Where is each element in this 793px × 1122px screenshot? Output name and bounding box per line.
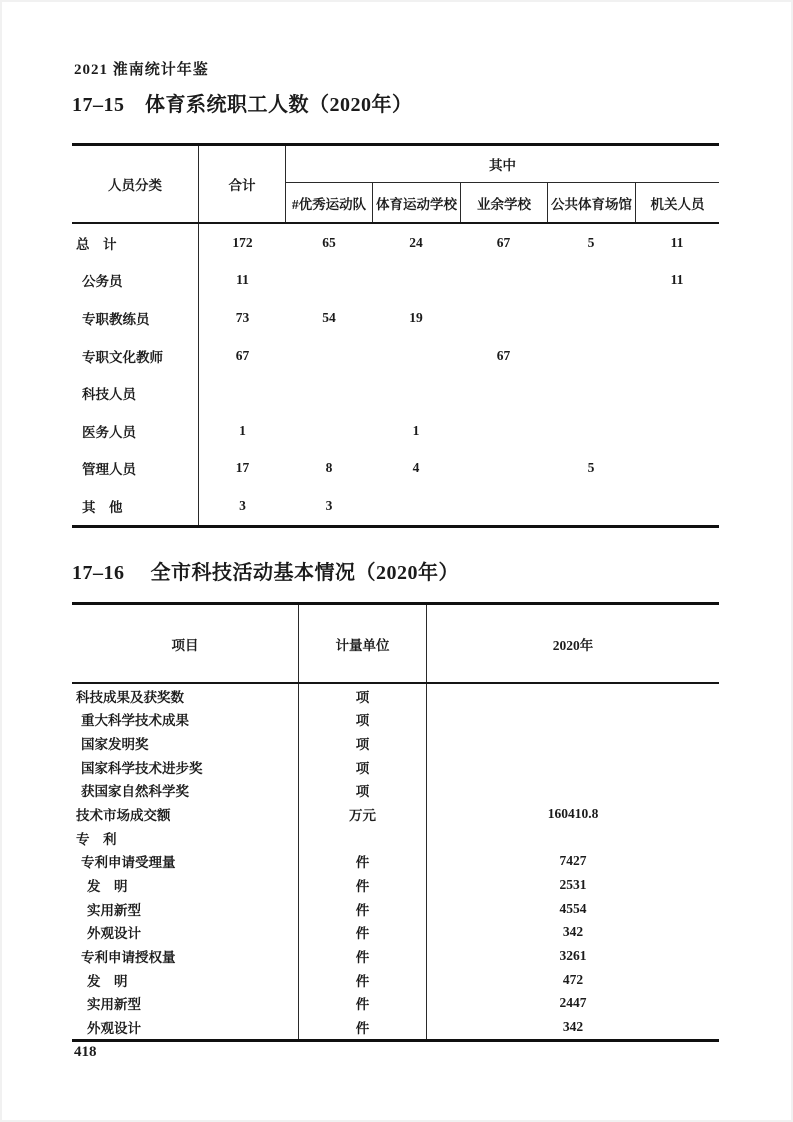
cell-value: 1 [412,422,420,438]
table-row [72,1015,719,1039]
table-row [72,731,719,755]
row-label: 实用新型 [72,992,299,1016]
table-row [72,755,719,779]
cell-unit: 项 [299,684,427,708]
cell-value: 11 [236,272,249,288]
table-row [72,826,719,850]
yearbook-title: 2021 淮南统计年鉴 [74,62,209,78]
column-header-total: 合计 [199,146,286,222]
cell-unit: 件 [299,1015,427,1039]
cell-value: 8 [325,460,333,476]
row-label: 科技人员 [72,374,199,412]
row-label: 科技成果及获奖数 [72,684,299,708]
row-label: 发 明 [72,873,299,897]
column-group-of-which [286,146,719,222]
cell-value: 67 [235,347,250,363]
cell-unit: 项 [299,755,427,779]
table-row [72,873,719,897]
row-label: 专职教练员 [72,299,199,337]
table-row [72,412,719,450]
row-label: 实用新型 [72,897,299,921]
cell-value: 11 [670,272,684,288]
row-label: 管理人员 [72,450,199,488]
cell-value: 2447 [559,995,587,1011]
cell-value: 5 [587,460,595,476]
row-label: 外观设计 [72,1015,299,1039]
row-label: 重大科学技术成果 [72,708,299,732]
cell-value: 1 [239,422,246,438]
table-sports-staff-body [72,224,719,528]
row-label: 专利申请受理量 [72,850,299,874]
row-label: 获国家自然科学奖 [72,779,299,803]
table-row [72,224,719,262]
subcolumn-header: 机关人员 [635,183,719,222]
cell-value: 4 [412,460,420,476]
row-label: 公务员 [72,262,199,300]
cell-unit: 项 [299,731,427,755]
table2-title: 17–16 全市科技活动基本情况（2020年） [72,562,459,584]
row-label: 其 他 [72,487,199,525]
table-row [72,450,719,488]
row-label: 外观设计 [72,921,299,945]
table-row [72,708,719,732]
cell-unit: 项 [299,708,427,732]
table-science-tech-body [72,684,719,1042]
cell-value: 73 [235,309,250,325]
cell-value: 342 [562,1019,584,1035]
table-row [72,968,719,992]
table-row [72,944,719,968]
row-label: 专利申请授权量 [72,944,299,968]
cell-value [427,731,719,755]
cell-value [427,708,719,732]
table-row [72,299,719,337]
column-header-unit: 计量单位 [299,605,427,682]
cell-value: 4554 [559,900,587,916]
cell-value: 172 [232,234,253,250]
column-header-personnel-category: 人员分类 [72,146,199,222]
cell-value [427,684,719,708]
cell-value: 67 [496,347,511,363]
cell-unit: 件 [299,944,427,968]
cell-value: 17 [235,460,250,476]
cell-value: 472 [562,971,584,987]
row-label: 发 明 [72,968,299,992]
cell-value: 3 [325,497,333,513]
subcolumn-header: 体育运动学校 [372,183,460,222]
table-row [72,992,719,1016]
cell-value: 65 [322,234,336,250]
cell-unit [299,826,427,850]
table-row [72,337,719,375]
cell-unit: 万元 [299,802,427,826]
cell-value: 3 [239,497,246,513]
group-header-of-which: 其中 [286,146,719,183]
cell-value: 67 [496,234,511,250]
table-sports-staff [72,143,719,528]
cell-value: 7427 [559,853,587,869]
cell-unit: 件 [299,992,427,1016]
row-label: 国家科学技术进步奖 [72,755,299,779]
cell-unit: 件 [299,921,427,945]
subcolumn-headers [286,183,719,222]
table-row [72,374,719,412]
row-label: 医务人员 [72,412,199,450]
row-label: 国家发明奖 [72,731,299,755]
page-number: 418 [74,1044,97,1060]
cell-unit: 件 [299,968,427,992]
cell-unit: 项 [299,779,427,803]
cell-unit: 件 [299,850,427,874]
subcolumn-header: 业余学校 [460,183,547,222]
cell-value: 19 [409,309,423,325]
row-label: 总 计 [72,224,199,262]
row-label: 技术市场成交额 [72,802,299,826]
table-row [72,684,719,708]
cell-value: 54 [322,309,336,325]
row-label: 专职文化教师 [72,337,199,375]
column-header-item: 项目 [72,605,299,682]
cell-unit: 件 [299,873,427,897]
table-row [72,487,719,525]
table-sports-staff-header [72,143,719,224]
cell-value [427,779,719,803]
cell-value: 11 [670,234,684,250]
table-science-tech [72,602,719,1042]
cell-value [427,826,719,850]
table-row [72,897,719,921]
cell-unit: 件 [299,897,427,921]
table-row [72,850,719,874]
cell-value: 342 [562,924,584,940]
subcolumn-header: #优秀运动队 [291,196,367,212]
cell-value: 5 [587,234,595,250]
cell-value: 3261 [559,948,587,964]
row-label: 专 利 [72,826,299,850]
table-row [72,921,719,945]
cell-value: 2531 [559,877,587,893]
table-row [72,262,719,300]
cell-value: 160410.8 [547,806,599,822]
table-science-tech-header [72,602,719,684]
column-header-year-2020: 2020年 [552,637,594,653]
table1-title: 17–15 体育系统职工人数（2020年） [72,94,413,116]
table-row [72,802,719,826]
cell-value: 24 [409,234,423,250]
cell-value [427,755,719,779]
table-row [72,779,719,803]
subcolumn-header: 公共体育场馆 [547,183,635,222]
